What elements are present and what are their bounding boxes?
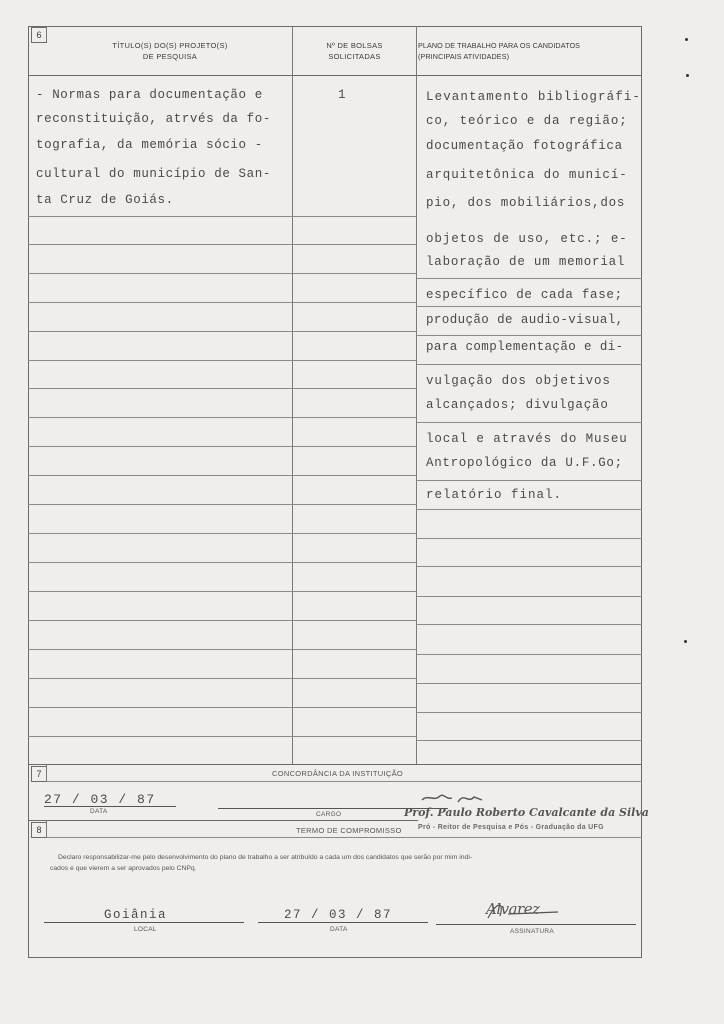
row-line [28,360,416,361]
col1-header [60,40,280,62]
row-line [28,504,416,505]
row-line [28,591,416,592]
plan-line: arquitetônica do municí- [426,168,628,182]
col1-header-line1: TÍTULO(S) DO(S) PROJETO(S) [112,41,228,50]
date-label-8: DATA [330,926,348,933]
punch-dot-icon [686,74,689,77]
project-title-line: tografia, da memória sócio - [36,138,263,152]
row-line [28,446,416,447]
row-line [28,417,416,418]
cargo-label: CARGO [316,811,342,818]
plan-line: para complementação e di- [426,340,624,354]
section-8-number-divider [46,820,47,836]
date-value: 27 / 03 / 87 [284,908,393,922]
row-line [416,624,642,625]
signature-label: ASSINATURA [510,928,555,935]
row-line [28,533,416,534]
row-line [416,740,642,741]
stamp-office: Pró - Reitor de Pesquisa e Pós - Graduação da UFG [418,824,604,831]
plan-line: documentação fotográfica [426,139,623,153]
declaration-text [50,852,633,874]
row-line [28,736,416,737]
plan-line: específico de cada fase; [426,288,623,302]
section-7-title-line [46,781,642,782]
header-bottom-line [28,75,642,76]
punch-dot-icon [684,640,687,643]
plan-line: co, teórico e da região; [426,114,628,128]
plan-line: Levantamento bibliográfi- [426,90,642,104]
date-underline-8 [258,922,428,923]
row-line [28,302,416,303]
date-underline [44,806,176,807]
project-title-line: ta Cruz de Goiás. [36,193,174,207]
bolsas-count: 1 [338,88,347,102]
signature-text: Alvarez [486,900,540,918]
row-line [416,509,642,510]
section-7-top-line [28,764,642,765]
section-8-title: TERMO DE COMPROMISSO [296,826,402,835]
column-divider-1 [292,26,293,764]
plan-line: pio, dos mobiliários,dos [426,196,626,210]
row-line [28,273,416,274]
col3-header-line2: (PRINCIPAIS ATIVIDADES) [418,52,510,61]
row-line [28,620,416,621]
section-6-number: 6 [31,27,47,43]
col2-header-line1: Nº DE BOLSAS [326,41,383,50]
row-line [28,707,416,708]
stamp-name: Prof. Paulo Roberto Cavalcante da Silva [404,806,649,819]
plan-line: objetos de uso, etc.; e- [426,232,628,246]
project-title-line: cultural do município de San- [36,167,271,181]
row-line [416,566,642,567]
row-line [28,678,416,679]
row-line [416,654,642,655]
row-line [416,712,642,713]
plan-line: laboração de um memorial [426,255,626,269]
section-8-number: 8 [31,822,47,838]
row-line [416,364,642,365]
plan-line: relatório final. [426,488,563,502]
row-line [28,216,416,217]
row-line [416,335,642,336]
plan-line: alcançados; divulgação [426,398,609,412]
local-underline [44,922,244,923]
punch-dot-icon [685,38,688,41]
row-line [416,480,642,481]
col2-header-line2: SOLICITADAS [328,52,381,61]
col3-header [418,40,642,62]
row-line [416,422,642,423]
section-7-date: 27 / 03 / 87 [44,792,156,807]
project-title-line: - Normas para documentação e [36,88,263,102]
row-line [416,538,642,539]
section-7-title: CONCORDÂNCIA DA INSTITUIÇÃO [272,769,404,778]
row-line [28,562,416,563]
row-line [416,596,642,597]
plan-line: produção de audio-visual, [426,313,624,327]
local-label: LOCAL [134,926,157,933]
row-line [28,331,416,332]
declaration-line: cados e que vierem a ser aprovados pelo CNPq. [50,865,197,872]
col3-header-line1: PLANO DE TRABALHO PARA OS CANDIDATOS [418,41,581,50]
signature-underline [436,924,636,925]
row-line [416,306,642,307]
director-signature-icon [418,788,488,808]
plan-line: vulgação dos objetivos [426,374,611,388]
row-line [28,475,416,476]
signature-flourish-icon [478,898,568,922]
section-7-number: 7 [31,766,47,782]
plan-line: local e através do Museu [426,432,628,446]
local-value: Goiânia [104,908,168,922]
row-line [28,244,416,245]
declaration-line: Declaro responsabilizar-me pelo desenvolvimento do plano de trabalho a ser atribuído a cada um dos candidatos que serão por mim indi- [58,854,473,861]
header-divider [46,26,47,41]
section-7-date-label: DATA [90,808,108,815]
row-line [416,278,642,279]
row-line [28,649,416,650]
plan-line: Antropológico da U.F.Go; [426,456,623,470]
project-title-line: reconstituição, atrvés da fo- [36,112,271,126]
section-8-top-line [28,820,418,821]
col2-header [293,40,416,62]
section-7-number-divider [46,764,47,780]
col1-header-line2: DE PESQUISA [142,52,198,61]
row-line [416,683,642,684]
row-line [28,388,416,389]
section-8-title-line [46,837,642,838]
